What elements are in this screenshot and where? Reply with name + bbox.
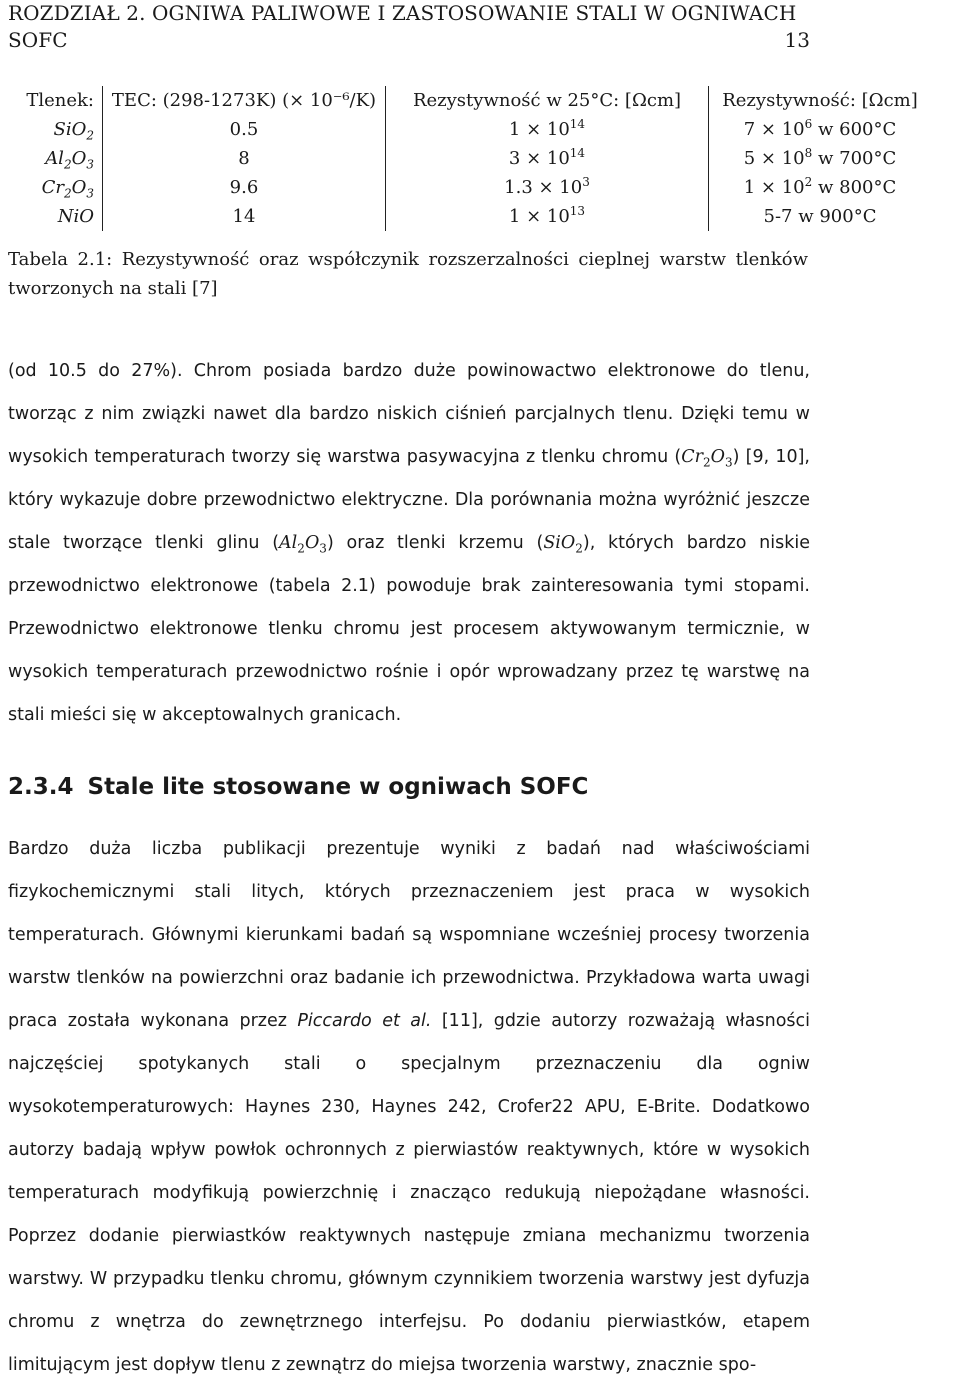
body-paragraph (8, 828, 810, 1387)
table-row (8, 173, 931, 202)
cell-oxide: SiO$_2$ (53, 119, 94, 143)
cell-resistivity-temp: $5 \times 10^8$ w 700°C (709, 144, 932, 173)
paragraph-text: Bardzo duża liczba publikacji prezentuje wyniki z badań nad właściwościami fizykochemicznymi stali litych, których przeznaczeniem jest praca w wysokich temperaturach. Głównymi kierunkami badań są wspomniane wcześniej procesy tworzenia warstw tlenków na powierzchni oraz badanie ich przewodnictwa. Przykładowa warta uwagi praca została wykonana przez (8, 839, 810, 1031)
cell-oxide: $Al_2O_3$ (45, 148, 94, 172)
paragraph-text: ) oraz tlenki krzemu ( (326, 533, 544, 553)
running-head (8, 0, 808, 54)
cell-tec: 8 (103, 144, 386, 173)
table-row (8, 202, 931, 231)
table-header-row (8, 86, 931, 115)
cell-tec: 0.5 (103, 115, 386, 144)
section-title: Stale lite stosowane w ogniwach SOFC (87, 774, 589, 800)
paragraph-text: [11], gdzie autorzy rozważają własności najczęściej spotykanych stali o specjalnym przeznaczeniu dla ogniw wysokotemperaturowych: Haynes 230, Haynes 242, Crofer22 APU, E-Brite. Dodatkowo autorzy badają wpływ powłok ochronnych z pierwiastów reaktywnych, które w wysokich temperaturach modyfikują powierzchnię i znacząco redukują niepożądane własności. Poprzez dodanie pierwiastków reaktywnych następuje zmiana mechanizmu tworzenia warstwy. W przypadku tlenku chromu, głównym czynnikiem tworzenia warstwy jest dyfuzja chromu z wnętrza do zewnętrznego interfejsu. Po dodaniu pierwiastków, etapem limitującym jest dopływ tlenu z zewnątrz do miejsa tworzenia warstwy, znacznie spo- (8, 1011, 811, 1375)
cell-resistivity-temp: $7 \times 10^6$ w 600°C (709, 115, 932, 144)
header-resistivity-temp: Rezystywność: [Ωcm] (709, 86, 932, 115)
cited-author: Piccardo et al. (297, 1011, 432, 1031)
section-heading (8, 774, 588, 800)
paragraph-text: ) [9, 10], który wykazuje dobre przewodnictwo elektryczne. Dla porównania można wyróżnić jeszcze stale tworzące tlenki glinu ( (8, 447, 810, 553)
cell-resistivity-temp: $1 \times 10^2$ w 800°C (709, 173, 932, 202)
table-body (8, 115, 931, 231)
body-paragraph (8, 350, 810, 737)
cell-tec: 14 (103, 202, 386, 231)
section-number: 2.3.4 (8, 774, 74, 800)
cell-resistivity-temp: 5-7 w 900°C (709, 202, 932, 231)
header-oxide: Tlenek: (26, 90, 94, 111)
formula-cr2o3: $Cr_2O_3$ (681, 447, 733, 470)
formula-al2o3: $Al_2O_3$ (279, 533, 327, 556)
page-number: 13 (784, 28, 810, 52)
cell-resistivity-25c: $1.3 \times 10^3$ (386, 173, 709, 202)
cell-resistivity-25c: $1 \times 10^{13}$ (386, 202, 709, 231)
table-caption: Tabela 2.1: Rezystywność oraz współczynik rozszerzalności cieplnej warstw tlenków tworzonych na stali [7] (8, 249, 808, 299)
cell-oxide: $Cr_2O_3$ (41, 177, 94, 201)
cell-resistivity-25c: $1 \times 10^{14}$ (386, 115, 709, 144)
header-tec: TEC: (298-1273K) (× 10⁻⁶/K) (103, 86, 386, 115)
paragraph-text: (od 10.5 do 27%). Chrom posiada bardzo duże powinowactwo elektronowe do tlenu, tworząc z nim związki nawet dla bardzo niskich ciśnień parcjalnych tlenu. Dzięki temu w wysokich temperaturach tworzy się warstwa pasywacyjna z tlenku chromu ( (8, 361, 810, 467)
oxide-properties-table (8, 86, 931, 231)
formula-sio2: SiO$_2$ (543, 533, 583, 556)
cell-resistivity-25c: $3 \times 10^{14}$ (386, 144, 709, 173)
table-row (8, 115, 931, 144)
cell-tec: 9.6 (103, 173, 386, 202)
paragraph-text: ), których bardzo niskie przewodnictwo elektronowe (tabela 2.1) powoduje brak zainteresowania tymi stopami. Przewodnictwo elektronowe tlenku chromu jest procesem aktywowanym termicznie, w wysokich temperaturach przewodnictwo rośnie i opór wprowadzany przez tę warstwę na stali mieści się w akceptowalnych granicach. (8, 533, 810, 725)
table-row (8, 144, 931, 173)
cell-oxide: NiO (57, 206, 94, 227)
chapter-title: ROZDZIAŁ 2. OGNIWA PALIWOWE I ZASTOSOWANIE STALI W OGNIWACH SOFC (8, 1, 797, 52)
header-resistivity-25c: Rezystywność w 25°C: [Ωcm] (386, 86, 709, 115)
